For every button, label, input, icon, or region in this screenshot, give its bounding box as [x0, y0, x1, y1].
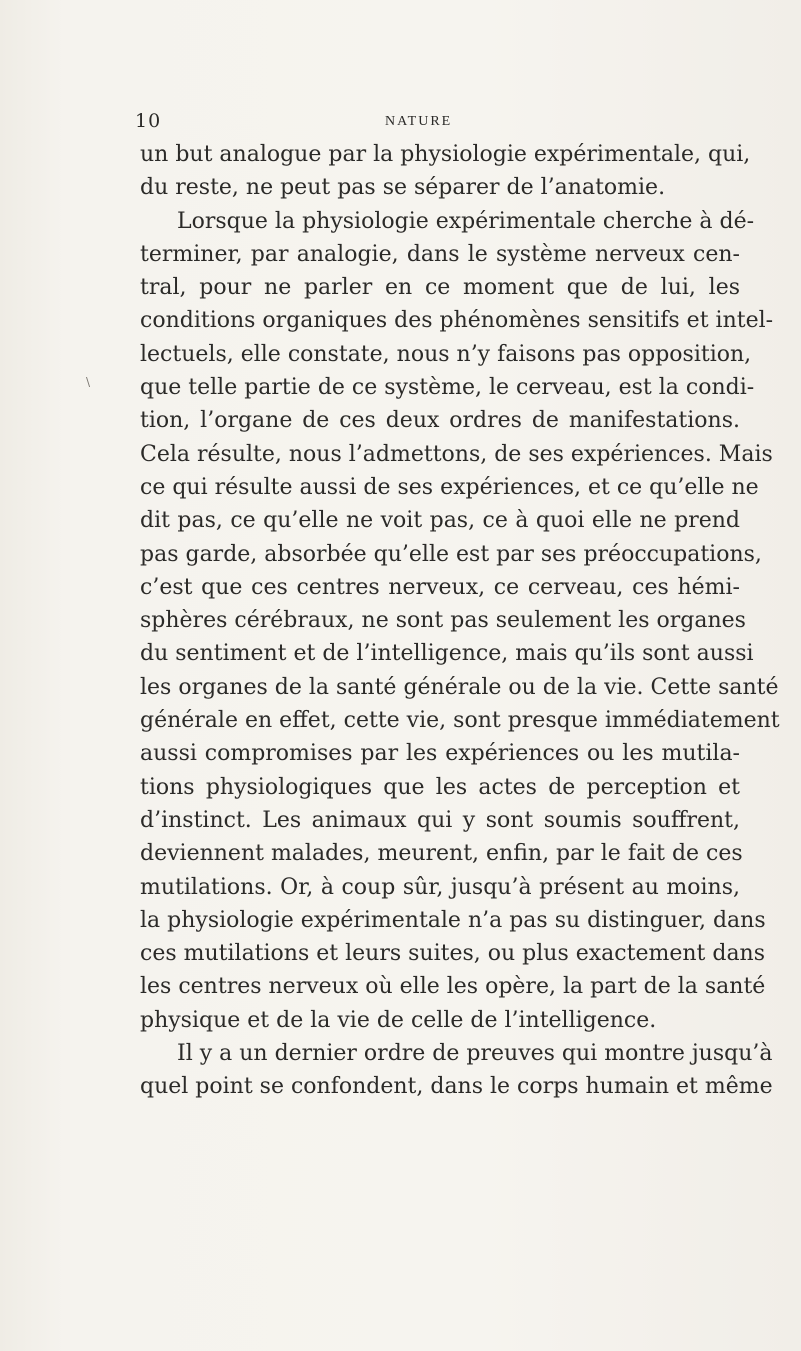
- text-line: c’est que ces centres nerveux, ce cerveau, ces hémi-: [140, 574, 740, 600]
- text-line: tions physiologiques que les actes de perception et: [140, 774, 740, 800]
- page-header: [135, 110, 695, 134]
- text-line: du sentiment et de l’intelligence, mais qu’ils sont aussi: [140, 641, 754, 667]
- text-line: quel point se confondent, dans le corps humain et même: [140, 1074, 773, 1100]
- text-line: ces mutilations et leurs suites, ou plus exactement dans: [140, 941, 766, 967]
- text-line: dit pas, ce qu’elle ne voit pas, ce à quoi elle ne prend: [140, 508, 740, 534]
- text-line: tion, l’organe de ces deux ordres de manifestations.: [140, 408, 740, 434]
- text-line: Lorsque la physiologie expérimentale cherche à dé-: [177, 208, 755, 234]
- text-line: les centres nerveux où elle les opère, la part de la santé: [140, 974, 766, 1000]
- text-line: la physiologie expérimentale n’a pas su distinguer, dans: [140, 907, 766, 933]
- text-line: tral, pour ne parler en ce moment que de lui, les: [140, 275, 740, 301]
- text-line: un but analogue par la physiologie expérimentale, qui,: [140, 142, 751, 167]
- text-line: Il y a un dernier ordre de preuves qui montre jusqu’à: [177, 1041, 773, 1067]
- text-line: sphères cérébraux, ne sont pas seulement les organes: [140, 608, 746, 634]
- text-line: deviennent malades, meurent, enfin, par le fait de ces: [140, 841, 743, 867]
- text-line: conditions organiques des phénomènes sensitifs et intel-: [140, 308, 774, 334]
- body-text: [140, 138, 780, 1104]
- running-head: NATURE: [385, 114, 453, 129]
- text-line: d’instinct. Les animaux qui y sont soumis souffrent,: [140, 807, 740, 833]
- text-line: mutilations. Or, à coup sûr, jusqu’à présent au moins,: [140, 874, 740, 900]
- text-line: ce qui résulte aussi de ses expériences, et ce qu’elle ne: [140, 474, 759, 500]
- text-line: les organes de la santé générale ou de la vie. Cette santé: [140, 674, 779, 700]
- text-line: Cela résulte, nous l’admettons, de ses expériences. Mais: [140, 441, 773, 467]
- text-line: du reste, ne peut pas se séparer de l’anatomie.: [140, 175, 666, 201]
- text-line: générale en effet, cette vie, sont presque immédiatement: [140, 708, 780, 734]
- text-line: physique et de la vie de celle de l’intelligence.: [140, 1007, 657, 1033]
- margin-mark: \: [86, 375, 91, 389]
- page-number: 10: [135, 110, 162, 132]
- text-line: lectuels, elle constate, nous n’y faisons pas opposition,: [140, 341, 752, 367]
- text-line: que telle partie de ce système, le cerveau, est la condi-: [140, 375, 755, 401]
- text-line: aussi compromises par les expériences ou les mutila-: [140, 741, 740, 767]
- text-line: terminer, par analogie, dans le système nerveux cen-: [140, 241, 740, 267]
- text-line: pas garde, absorbée qu’elle est par ses préoccupations,: [140, 541, 762, 567]
